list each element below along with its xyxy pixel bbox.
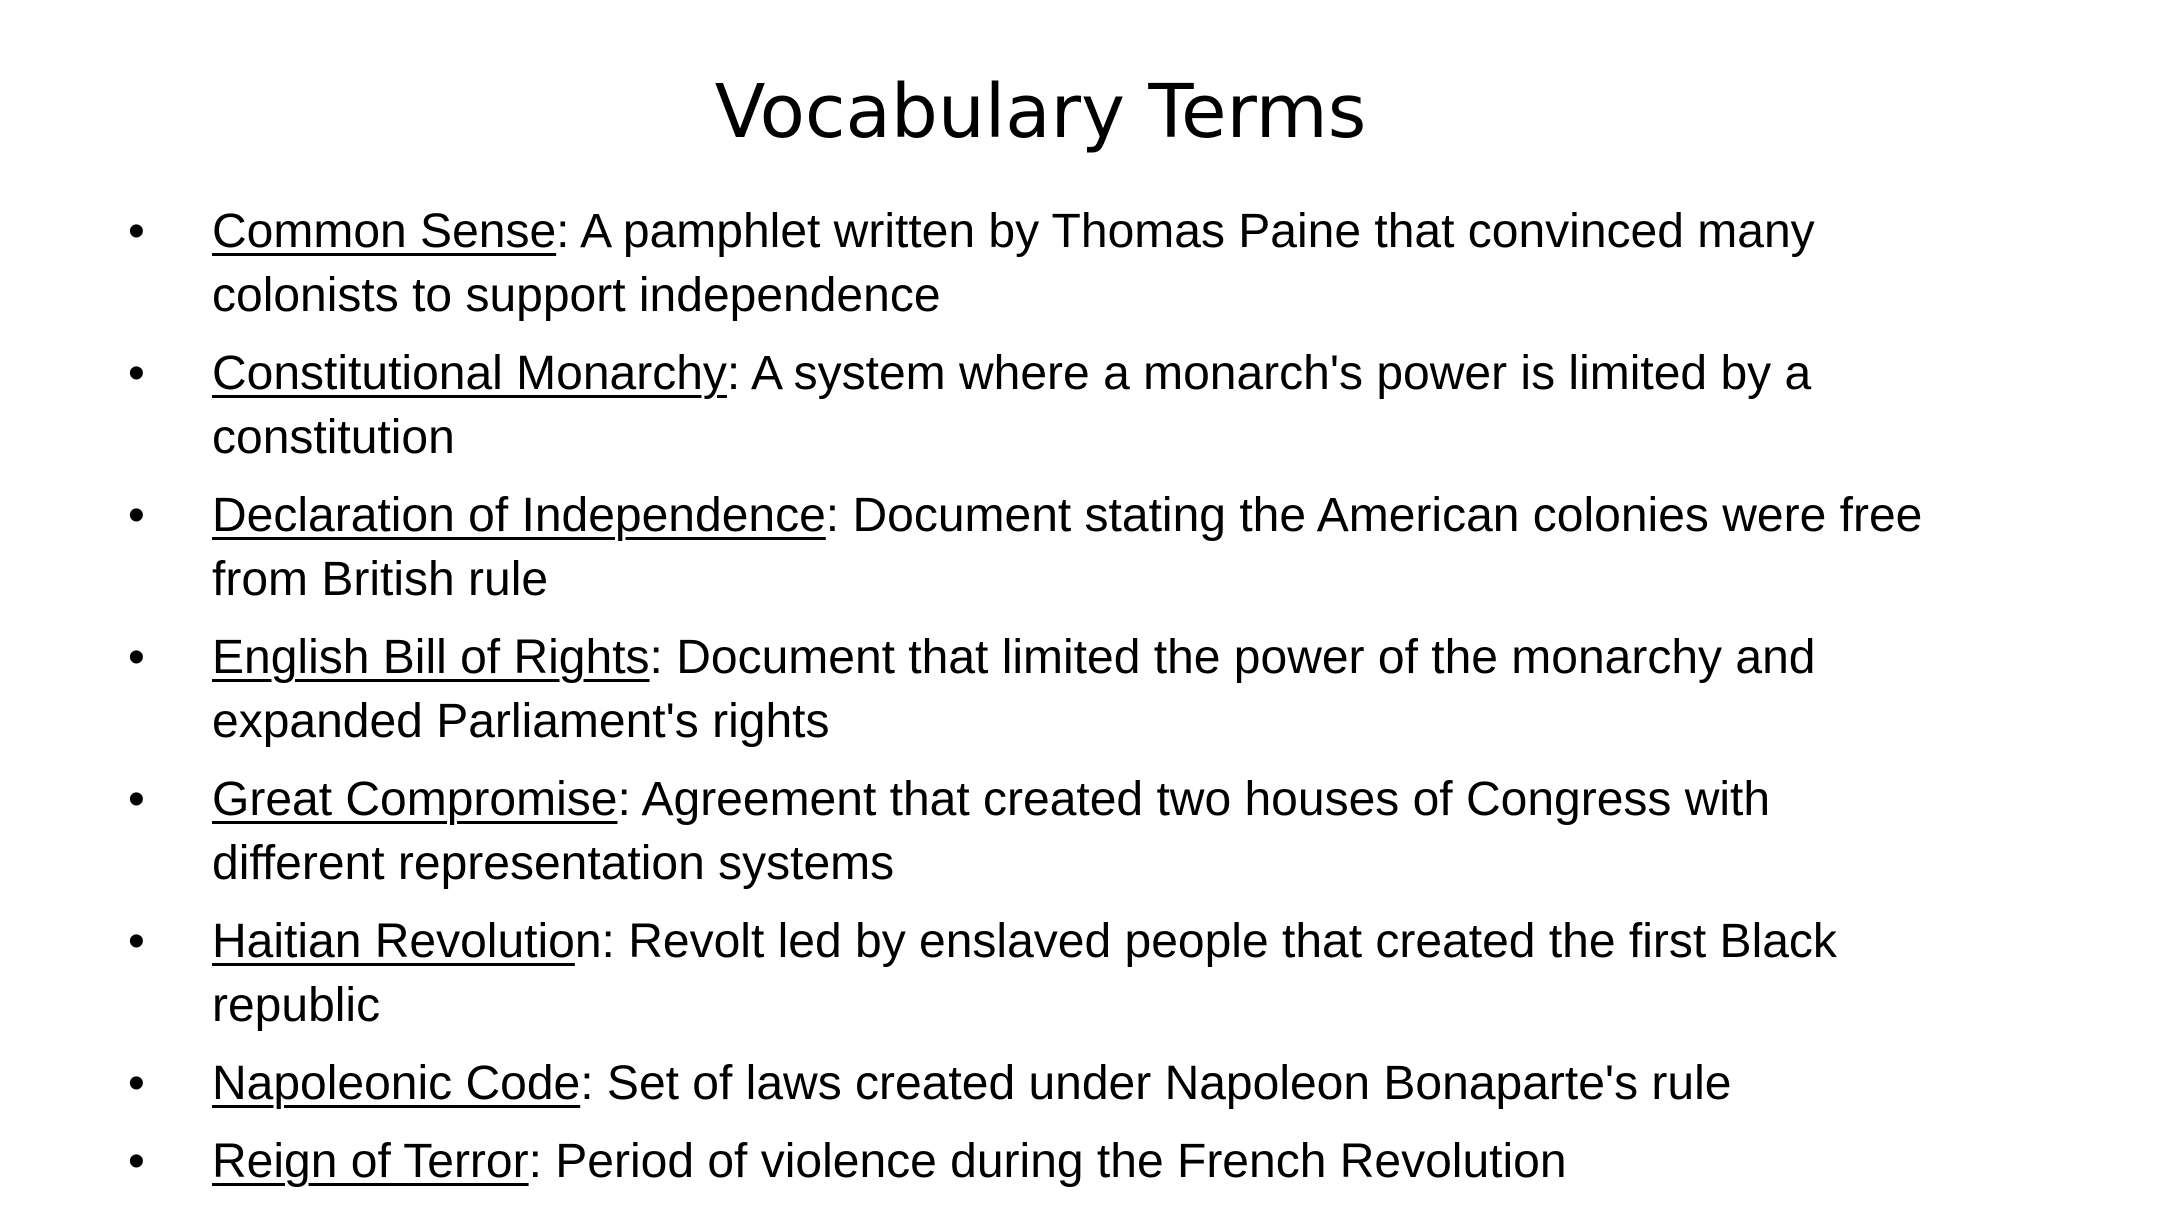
term-name: Constitutional Monarchy <box>212 347 727 400</box>
term-name: Great Compromise <box>212 773 618 826</box>
term-name: English Bill of Rights <box>212 631 650 684</box>
bullet-icon: • <box>128 347 145 400</box>
term-definition: : Set of laws created under Napoleon Bonaparte's rule <box>580 1057 1732 1110</box>
vocabulary-item-common-sense <box>128 200 1928 328</box>
term-name: Common Sense <box>212 205 557 258</box>
slide-title: Vocabulary Terms <box>714 69 1367 155</box>
vocabulary-item-reign-of-terror <box>128 1130 1928 1194</box>
vocabulary-item-english-bill-of-rights <box>128 626 1928 754</box>
bullet-icon: • <box>128 773 145 826</box>
bullet-icon: • <box>128 631 145 684</box>
term-definition: : Document that limited the power of the monarchy and expanded Parliament's rights <box>212 631 1816 748</box>
term-name: Reign of Terror <box>212 1135 529 1188</box>
vocabulary-item-great-compromise <box>128 768 1928 896</box>
vocabulary-item-constitutional-monarchy <box>128 342 1928 470</box>
vocabulary-item-napoleonic-code <box>128 1052 1928 1116</box>
vocabulary-list <box>128 200 1928 1208</box>
term-definition: : A pamphlet written by Thomas Paine that convinced many colonists to support independence <box>212 205 1815 322</box>
term-name: Napoleonic Code <box>212 1057 581 1110</box>
term-definition: n: Revolt led by enslaved people that created the first Black republic <box>212 915 1837 1032</box>
term-definition: : Document stating the American colonies were free from British rule <box>212 489 1923 606</box>
term-definition: : A system where a monarch's power is limited by a constitution <box>212 347 1812 464</box>
bullet-icon: • <box>128 205 145 258</box>
term-definition: : Period of violence during the French Revolution <box>528 1135 1567 1188</box>
term-name: Haitian Revolutio <box>212 915 575 968</box>
bullet-icon: • <box>128 915 145 968</box>
term-name: Declaration of Independence <box>212 489 826 542</box>
vocabulary-item-haitian-revolution <box>128 910 1928 1038</box>
bullet-icon: • <box>128 1135 145 1188</box>
bullet-icon: • <box>128 489 145 542</box>
vocabulary-item-declaration-of-independence <box>128 484 1928 612</box>
bullet-icon: • <box>128 1057 145 1110</box>
term-definition: : Agreement that created two houses of Congress with different representation systems <box>212 773 1771 890</box>
